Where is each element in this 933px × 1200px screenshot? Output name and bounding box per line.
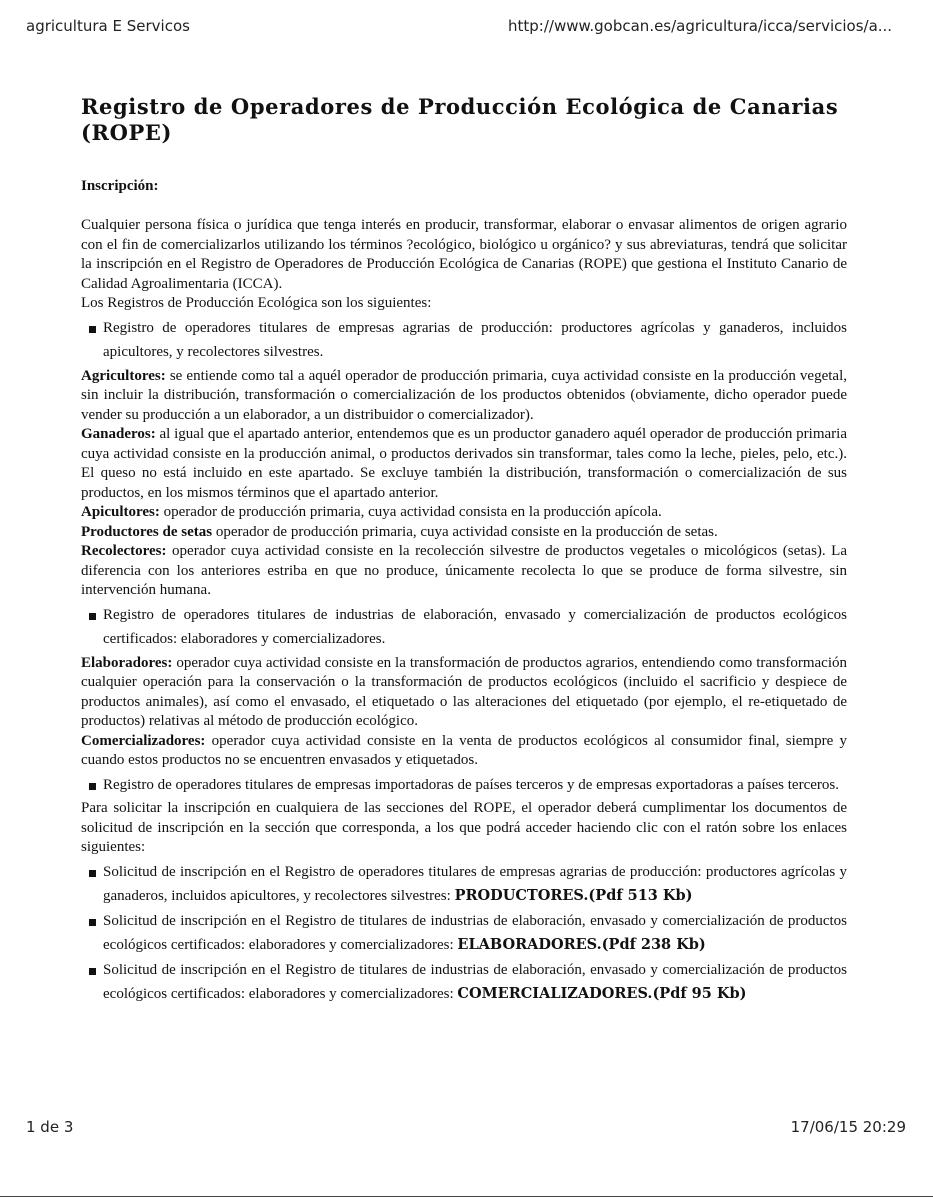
register-list-3: [81, 773, 847, 798]
definition-term: Productores de setas: [81, 523, 213, 540]
definition-term: Apicultores:: [81, 504, 160, 520]
definition: [81, 425, 847, 503]
definition-text: se entiende como tal a aquél operador de producción primaria, cuya actividad consiste en la producción vegetal, sin incluir la distribución, transformación o comercialización de los productos obtenidos (obviamente, dicho operador puede vender su producción a un elaborador, a un distribuidor o comercializador).: [81, 367, 847, 423]
pdf-link-elaboradores[interactable]: ELABORADORES.(Pdf 238 Kb): [457, 936, 706, 953]
application-item: [103, 909, 847, 958]
print-datetime: 17/06/15 20:29: [790, 1118, 906, 1136]
definition-term: Recolectores:: [81, 543, 167, 559]
section-label: Inscripción:: [81, 178, 159, 194]
definition: [81, 503, 847, 523]
header-url: http://www.gobcan.es/agricultura/icca/servicios/a...: [508, 17, 893, 35]
definition: [81, 654, 847, 732]
registers-intro: Los Registros de Producción Ecológica son los siguientes:: [81, 295, 432, 311]
application-text: Solicitud de inscripción en el Registro de operadores titulares de empresas agrarias de producción: productores agrícolas y ganaderos, incluidos apicultores, y recolectores silvestres:: [103, 863, 847, 904]
register-item-1: Registro de operadores titulares de empresas agrarias de producción: productores agrícolas y ganaderos, incluidos apicultores, y recolectores silvestres.: [103, 316, 847, 365]
document-content: [81, 94, 847, 1009]
application-text: Solicitud de inscripción en el Registro de titulares de industrias de elaboración, envasado y comercialización de productos ecológicos certificados: elaboradores y comercializadores:: [103, 961, 847, 1002]
application-list: [81, 860, 847, 1007]
page-number: 1 de 3: [26, 1118, 74, 1136]
application-text: Solicitud de inscripción en el Registro de titulares de industrias de elaboración, envasado y comercialización de productos ecológicos certificados: elaboradores y comercializadores:: [103, 912, 847, 953]
application-item: [103, 958, 847, 1007]
definition-text: operador cuya actividad consiste en la venta de productos ecológicos al consumidor final, siempre y cuando estos productos no se encuentren envasados y etiquetados.: [81, 732, 847, 768]
pdf-link-productores[interactable]: PRODUCTORES.(Pdf 513 Kb): [454, 887, 693, 904]
definition: [81, 367, 847, 426]
intro-paragraph: Cualquier persona física o jurídica que tenga interés en producir, transformar, elaborar o envasar alimentos de origen agrario con el fin de comercializarlos utilizando los términos ?ecológico, biológico u orgánico? y sus abreviaturas, tendrá que solicitar la inscripción en el Registro de Operadores de Producción Ecológica de Canarias (ROPE) que gestiona el Instituto Canario de Calidad Agroalimentaria (ICCA).: [81, 217, 847, 292]
definition-term: Elaboradores:: [81, 654, 173, 671]
definition: [81, 732, 847, 771]
register-list-1: [81, 316, 847, 365]
definition-text: operador de producción primaria, cuya actividad consiste en la producción de setas.: [212, 523, 718, 540]
application-item: [103, 860, 847, 909]
definition: [81, 542, 847, 601]
definition-text: operador cuya actividad consiste en la transformación de productos agrarios, entendiendo como transformación cualquier operación para la conservación o la transformación de productos ecológicos (incluido el sacrificio y despiece de productos animales), así como el envasado, el etiquetado o las alteraciones del etiquetado (por ejemplo, el re-etiquetado de productos) relativas al método de producción ecológico.: [81, 654, 847, 729]
definition: [81, 523, 847, 543]
register-item-3: Registro de operadores titulares de empresas importadoras de países terceros y de empresas exportadoras a países terceros.: [103, 773, 847, 798]
application-intro: Para solicitar la inscripción en cualquiera de las secciones del ROPE, el operador deberá cumplimentar los documentos de solicitud de inscripción en la sección que corresponda, a los que podrá acceder haciendo clic con el ratón sobre los enlaces siguientes:: [81, 800, 847, 855]
definition-term: Agricultores:: [81, 367, 166, 384]
definition-text: operador de producción primaria, cuya actividad consista en la producción apícola.: [159, 504, 662, 520]
definition-term: Ganaderos:: [81, 426, 156, 442]
page-bottom-divider: [0, 1196, 933, 1197]
definition-text: operador cuya actividad consiste en la recolección silvestre de productos vegetales o micológicos (setas). La diferencia con los anteriores estriba en que no produce, únicamente recolecta lo que se produce de forma silvestre, sin intervención humana.: [81, 543, 847, 598]
document-body: [81, 216, 847, 1007]
pdf-link-comercializadores[interactable]: COMERCIALIZADORES.(Pdf 95 Kb): [457, 985, 747, 1002]
page-title: Registro de Operadores de Producción Ecológica de Canarias (ROPE): [81, 94, 839, 145]
register-item-2: Registro de operadores titulares de industrias de elaboración, envasado y comercialización de productos ecológicos certificados: elaboradores y comercializadores.: [103, 603, 847, 652]
definition-text: al igual que el apartado anterior, entendemos que es un productor ganadero aquél operador de producción primaria cuya actividad consiste en la producción animal, o productos derivados sin transformar, tales como la leche, pieles, pelo, etc.). El queso no está incluido en este apartado. Se excluye también la distribución, transformación o comercialización de sus productos, en los mismos términos que el apartado anterior.: [81, 426, 847, 501]
register-list-2: [81, 603, 847, 652]
header-page-title: agricultura E Servicos: [26, 17, 190, 35]
definition-term: Comercializadores:: [81, 732, 206, 749]
